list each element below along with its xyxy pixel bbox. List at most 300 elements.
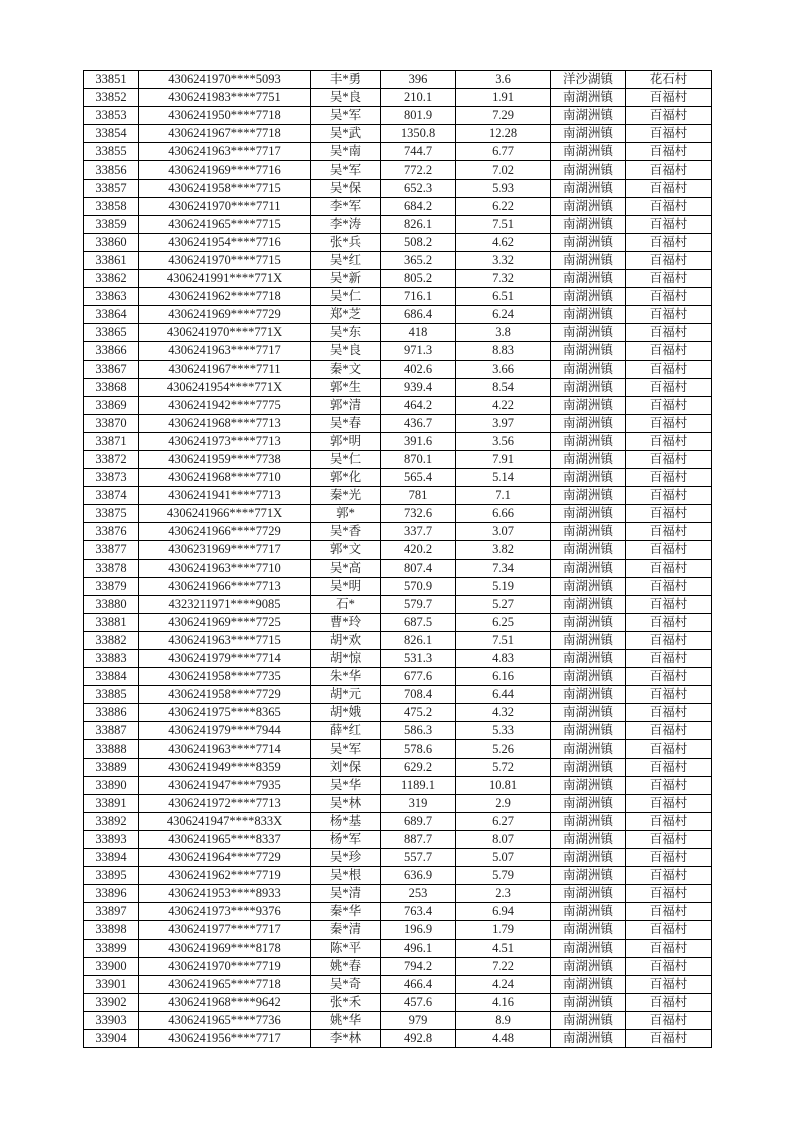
cell-name: 郭*文: [311, 541, 381, 559]
cell-town: 南湖洲镇: [551, 233, 626, 251]
cell-id-number: 4306241969****7725: [139, 613, 311, 631]
cell-town: 南湖洲镇: [551, 197, 626, 215]
cell-amount: 772.2: [381, 161, 456, 179]
table-row: [84, 686, 712, 704]
cell-value: 8.07: [456, 830, 551, 848]
cell-value: 1.79: [456, 921, 551, 939]
cell-town: 南湖洲镇: [551, 125, 626, 143]
cell-value: 4.62: [456, 233, 551, 251]
cell-amount: 365.2: [381, 251, 456, 269]
cell-serial-number: 33863: [84, 288, 139, 306]
cell-name: 胡*欢: [311, 631, 381, 649]
cell-id-number: 4306241947****7935: [139, 776, 311, 794]
table-row: [84, 631, 712, 649]
cell-village: 百福村: [626, 107, 712, 125]
cell-amount: 1189.1: [381, 776, 456, 794]
cell-village: 百福村: [626, 794, 712, 812]
cell-name: 吴*新: [311, 270, 381, 288]
cell-amount: 732.6: [381, 505, 456, 523]
cell-value: 7.34: [456, 559, 551, 577]
cell-amount: 418: [381, 324, 456, 342]
cell-id-number: 4306241954****7716: [139, 233, 311, 251]
cell-amount: 570.9: [381, 577, 456, 595]
table-row: [84, 396, 712, 414]
cell-village: 百福村: [626, 704, 712, 722]
cell-town: 南湖洲镇: [551, 324, 626, 342]
table-row: [84, 71, 712, 89]
cell-amount: 939.4: [381, 378, 456, 396]
cell-serial-number: 33871: [84, 432, 139, 450]
cell-serial-number: 33888: [84, 740, 139, 758]
cell-id-number: 4306241956****7717: [139, 1029, 311, 1047]
cell-value: 5.14: [456, 469, 551, 487]
cell-amount: 805.2: [381, 270, 456, 288]
cell-amount: 763.4: [381, 903, 456, 921]
cell-value: 4.83: [456, 650, 551, 668]
cell-village: 百福村: [626, 270, 712, 288]
cell-serial-number: 33894: [84, 849, 139, 867]
table-row: [84, 107, 712, 125]
cell-amount: 794.2: [381, 957, 456, 975]
table-row: [84, 450, 712, 468]
cell-town: 南湖洲镇: [551, 939, 626, 957]
cell-id-number: 4306241969****7716: [139, 161, 311, 179]
cell-amount: 253: [381, 885, 456, 903]
cell-serial-number: 33902: [84, 993, 139, 1011]
cell-id-number: 4306241965****7718: [139, 975, 311, 993]
cell-amount: 492.8: [381, 1029, 456, 1047]
cell-village: 百福村: [626, 885, 712, 903]
cell-name: 吴*清: [311, 885, 381, 903]
cell-town: 南湖洲镇: [551, 794, 626, 812]
cell-serial-number: 33851: [84, 71, 139, 89]
cell-name: 张*兵: [311, 233, 381, 251]
table-row: [84, 1011, 712, 1029]
cell-name: 郭*: [311, 505, 381, 523]
cell-serial-number: 33885: [84, 686, 139, 704]
cell-amount: 801.9: [381, 107, 456, 125]
cell-value: 4.24: [456, 975, 551, 993]
cell-value: 6.66: [456, 505, 551, 523]
cell-amount: 210.1: [381, 89, 456, 107]
cell-amount: 979: [381, 1011, 456, 1029]
cell-name: 朱*华: [311, 668, 381, 686]
cell-serial-number: 33852: [84, 89, 139, 107]
cell-serial-number: 33895: [84, 867, 139, 885]
cell-town: 南湖洲镇: [551, 270, 626, 288]
cell-town: 南湖洲镇: [551, 179, 626, 197]
cell-value: 3.66: [456, 360, 551, 378]
cell-name: 秦*华: [311, 903, 381, 921]
cell-value: 6.77: [456, 143, 551, 161]
cell-village: 百福村: [626, 1011, 712, 1029]
cell-name: 吴*仁: [311, 288, 381, 306]
cell-id-number: 4306241967****7711: [139, 360, 311, 378]
cell-id-number: 4306241941****7713: [139, 487, 311, 505]
table-row: [84, 342, 712, 360]
cell-value: 5.19: [456, 577, 551, 595]
cell-amount: 319: [381, 794, 456, 812]
cell-name: 胡*元: [311, 686, 381, 704]
table-row: [84, 559, 712, 577]
cell-village: 百福村: [626, 722, 712, 740]
cell-town: 南湖洲镇: [551, 89, 626, 107]
cell-village: 百福村: [626, 523, 712, 541]
table-row: [84, 306, 712, 324]
cell-serial-number: 33877: [84, 541, 139, 559]
cell-serial-number: 33900: [84, 957, 139, 975]
cell-id-number: 4323211971****9085: [139, 595, 311, 613]
cell-town: 南湖洲镇: [551, 559, 626, 577]
table-row: [84, 595, 712, 613]
cell-town: 南湖洲镇: [551, 432, 626, 450]
cell-town: 南湖洲镇: [551, 360, 626, 378]
table-row: [84, 957, 712, 975]
cell-id-number: 4306241970****7719: [139, 957, 311, 975]
table-row: [84, 378, 712, 396]
cell-serial-number: 33868: [84, 378, 139, 396]
cell-amount: 716.1: [381, 288, 456, 306]
cell-serial-number: 33892: [84, 812, 139, 830]
cell-id-number: 4306241977****7717: [139, 921, 311, 939]
cell-value: 5.26: [456, 740, 551, 758]
cell-name: 吴*军: [311, 107, 381, 125]
cell-town: 南湖洲镇: [551, 396, 626, 414]
cell-name: 吴*东: [311, 324, 381, 342]
cell-village: 百福村: [626, 233, 712, 251]
cell-serial-number: 33855: [84, 143, 139, 161]
cell-value: 6.51: [456, 288, 551, 306]
cell-village: 百福村: [626, 161, 712, 179]
cell-town: 南湖洲镇: [551, 686, 626, 704]
cell-serial-number: 33853: [84, 107, 139, 125]
cell-name: 吴*香: [311, 523, 381, 541]
cell-serial-number: 33860: [84, 233, 139, 251]
cell-amount: 464.2: [381, 396, 456, 414]
cell-name: 吴*红: [311, 251, 381, 269]
cell-village: 百福村: [626, 849, 712, 867]
cell-serial-number: 33901: [84, 975, 139, 993]
cell-name: 李*林: [311, 1029, 381, 1047]
cell-serial-number: 33903: [84, 1011, 139, 1029]
cell-town: 南湖洲镇: [551, 595, 626, 613]
cell-town: 南湖洲镇: [551, 885, 626, 903]
table-row: [84, 975, 712, 993]
cell-value: 7.02: [456, 161, 551, 179]
cell-name: 吴*武: [311, 125, 381, 143]
cell-serial-number: 33890: [84, 776, 139, 794]
cell-id-number: 4306241970****5093: [139, 71, 311, 89]
cell-village: 百福村: [626, 360, 712, 378]
cell-town: 南湖洲镇: [551, 903, 626, 921]
cell-id-number: 4306241972****7713: [139, 794, 311, 812]
cell-id-number: 4306241962****7719: [139, 867, 311, 885]
table-row: [84, 414, 712, 432]
cell-amount: 579.7: [381, 595, 456, 613]
cell-name: 吴*仁: [311, 450, 381, 468]
table-row: [84, 197, 712, 215]
cell-name: 陈*平: [311, 939, 381, 957]
cell-town: 南湖洲镇: [551, 487, 626, 505]
cell-id-number: 4306241979****7944: [139, 722, 311, 740]
cell-value: 4.16: [456, 993, 551, 1011]
cell-amount: 652.3: [381, 179, 456, 197]
cell-village: 百福村: [626, 396, 712, 414]
cell-value: 3.6: [456, 71, 551, 89]
cell-town: 南湖洲镇: [551, 378, 626, 396]
cell-id-number: 4306241965****7715: [139, 215, 311, 233]
cell-id-number: 4306231969****7717: [139, 541, 311, 559]
cell-amount: 531.3: [381, 650, 456, 668]
cell-amount: 687.5: [381, 613, 456, 631]
cell-id-number: 4306241959****7738: [139, 450, 311, 468]
cell-id-number: 4306241950****7718: [139, 107, 311, 125]
cell-town: 南湖洲镇: [551, 975, 626, 993]
cell-value: 6.94: [456, 903, 551, 921]
cell-village: 百福村: [626, 143, 712, 161]
table-row: [84, 849, 712, 867]
table-row: [84, 523, 712, 541]
cell-amount: 496.1: [381, 939, 456, 957]
cell-serial-number: 33879: [84, 577, 139, 595]
cell-village: 百福村: [626, 432, 712, 450]
cell-serial-number: 33861: [84, 251, 139, 269]
cell-id-number: 4306241963****7717: [139, 143, 311, 161]
cell-name: 郭*生: [311, 378, 381, 396]
cell-id-number: 4306241973****7713: [139, 432, 311, 450]
cell-village: 百福村: [626, 740, 712, 758]
cell-amount: 781: [381, 487, 456, 505]
cell-amount: 629.2: [381, 758, 456, 776]
cell-id-number: 4306241970****771X: [139, 324, 311, 342]
cell-name: 吴*良: [311, 342, 381, 360]
cell-serial-number: 33869: [84, 396, 139, 414]
cell-value: 7.51: [456, 215, 551, 233]
cell-town: 南湖洲镇: [551, 107, 626, 125]
cell-value: 6.44: [456, 686, 551, 704]
cell-town: 南湖洲镇: [551, 450, 626, 468]
table-row: [84, 939, 712, 957]
cell-value: 3.8: [456, 324, 551, 342]
cell-village: 百福村: [626, 251, 712, 269]
cell-serial-number: 33867: [84, 360, 139, 378]
table-row: [84, 251, 712, 269]
table-row: [84, 179, 712, 197]
table-row: [84, 487, 712, 505]
cell-id-number: 4306241947****833X: [139, 812, 311, 830]
cell-village: 百福村: [626, 830, 712, 848]
table-row: [84, 776, 712, 794]
table-row: [84, 215, 712, 233]
cell-village: 百福村: [626, 975, 712, 993]
cell-id-number: 4306241969****8178: [139, 939, 311, 957]
cell-name: 吴*南: [311, 143, 381, 161]
table-row: [84, 577, 712, 595]
cell-village: 百福村: [626, 125, 712, 143]
cell-serial-number: 33858: [84, 197, 139, 215]
cell-value: 8.54: [456, 378, 551, 396]
cell-name: 曹*玲: [311, 613, 381, 631]
cell-value: 4.51: [456, 939, 551, 957]
cell-serial-number: 33866: [84, 342, 139, 360]
cell-id-number: 4306241966****7713: [139, 577, 311, 595]
table-body: [84, 71, 712, 1048]
cell-serial-number: 33904: [84, 1029, 139, 1047]
cell-id-number: 4306241958****7715: [139, 179, 311, 197]
table-row: [84, 143, 712, 161]
cell-value: 4.48: [456, 1029, 551, 1047]
cell-value: 6.25: [456, 613, 551, 631]
cell-village: 百福村: [626, 306, 712, 324]
cell-town: 南湖洲镇: [551, 1011, 626, 1029]
cell-village: 百福村: [626, 812, 712, 830]
records-table: [83, 70, 712, 1048]
cell-amount: 887.7: [381, 830, 456, 848]
cell-name: 吴*根: [311, 867, 381, 885]
cell-serial-number: 33874: [84, 487, 139, 505]
cell-serial-number: 33891: [84, 794, 139, 812]
cell-value: 2.3: [456, 885, 551, 903]
cell-village: 百福村: [626, 577, 712, 595]
cell-value: 7.1: [456, 487, 551, 505]
table-row: [84, 270, 712, 288]
cell-id-number: 4306241968****9642: [139, 993, 311, 1011]
cell-village: 百福村: [626, 215, 712, 233]
cell-name: 姚*春: [311, 957, 381, 975]
cell-amount: 396: [381, 71, 456, 89]
cell-name: 吴*保: [311, 179, 381, 197]
cell-village: 百福村: [626, 867, 712, 885]
cell-town: 南湖洲镇: [551, 541, 626, 559]
cell-name: 胡*惊: [311, 650, 381, 668]
cell-value: 6.24: [456, 306, 551, 324]
cell-town: 南湖洲镇: [551, 758, 626, 776]
cell-name: 吴*林: [311, 794, 381, 812]
cell-village: 百福村: [626, 903, 712, 921]
cell-town: 南湖洲镇: [551, 288, 626, 306]
cell-village: 百福村: [626, 541, 712, 559]
cell-name: 杨*军: [311, 830, 381, 848]
cell-value: 2.9: [456, 794, 551, 812]
cell-value: 3.32: [456, 251, 551, 269]
cell-serial-number: 33862: [84, 270, 139, 288]
cell-town: 洋沙湖镇: [551, 71, 626, 89]
cell-id-number: 4306241965****7736: [139, 1011, 311, 1029]
cell-amount: 557.7: [381, 849, 456, 867]
cell-amount: 971.3: [381, 342, 456, 360]
cell-id-number: 4306241942****7775: [139, 396, 311, 414]
cell-name: 吴*华: [311, 776, 381, 794]
cell-value: 5.93: [456, 179, 551, 197]
cell-value: 12.28: [456, 125, 551, 143]
cell-village: 百福村: [626, 595, 712, 613]
cell-id-number: 4306241967****7718: [139, 125, 311, 143]
table-row: [84, 885, 712, 903]
cell-value: 3.56: [456, 432, 551, 450]
cell-name: 刘*保: [311, 758, 381, 776]
cell-name: 丰*勇: [311, 71, 381, 89]
cell-value: 10.81: [456, 776, 551, 794]
cell-serial-number: 33880: [84, 595, 139, 613]
cell-town: 南湖洲镇: [551, 215, 626, 233]
cell-town: 南湖洲镇: [551, 849, 626, 867]
cell-serial-number: 33875: [84, 505, 139, 523]
cell-value: 7.22: [456, 957, 551, 975]
cell-serial-number: 33864: [84, 306, 139, 324]
cell-value: 6.16: [456, 668, 551, 686]
table-row: [84, 125, 712, 143]
cell-village: 百福村: [626, 197, 712, 215]
table-row: [84, 740, 712, 758]
cell-id-number: 4306241966****771X: [139, 505, 311, 523]
cell-serial-number: 33876: [84, 523, 139, 541]
cell-amount: 1350.8: [381, 125, 456, 143]
cell-value: 5.33: [456, 722, 551, 740]
cell-id-number: 4306241970****7711: [139, 197, 311, 215]
cell-serial-number: 33878: [84, 559, 139, 577]
cell-amount: 689.7: [381, 812, 456, 830]
cell-town: 南湖洲镇: [551, 306, 626, 324]
table-row: [84, 993, 712, 1011]
cell-village: 百福村: [626, 414, 712, 432]
cell-serial-number: 33882: [84, 631, 139, 649]
cell-serial-number: 33899: [84, 939, 139, 957]
cell-village: 百福村: [626, 378, 712, 396]
cell-town: 南湖洲镇: [551, 830, 626, 848]
cell-serial-number: 33873: [84, 469, 139, 487]
cell-town: 南湖洲镇: [551, 251, 626, 269]
table-row: [84, 704, 712, 722]
cell-village: 百福村: [626, 179, 712, 197]
cell-town: 南湖洲镇: [551, 1029, 626, 1047]
table-row: [84, 432, 712, 450]
cell-village: 百福村: [626, 505, 712, 523]
cell-id-number: 4306241953****8933: [139, 885, 311, 903]
cell-serial-number: 33893: [84, 830, 139, 848]
cell-name: 秦*文: [311, 360, 381, 378]
cell-name: 郭*明: [311, 432, 381, 450]
cell-town: 南湖洲镇: [551, 577, 626, 595]
cell-value: 4.32: [456, 704, 551, 722]
cell-serial-number: 33887: [84, 722, 139, 740]
cell-amount: 684.2: [381, 197, 456, 215]
cell-id-number: 4306241963****7714: [139, 740, 311, 758]
table-row: [84, 1029, 712, 1047]
cell-village: 百福村: [626, 758, 712, 776]
cell-village: 百福村: [626, 650, 712, 668]
cell-village: 百福村: [626, 89, 712, 107]
cell-town: 南湖洲镇: [551, 921, 626, 939]
cell-village: 百福村: [626, 939, 712, 957]
cell-town: 南湖洲镇: [551, 776, 626, 794]
cell-village: 百福村: [626, 1029, 712, 1047]
cell-value: 7.51: [456, 631, 551, 649]
cell-village: 百福村: [626, 957, 712, 975]
cell-id-number: 4306241958****7735: [139, 668, 311, 686]
cell-amount: 807.4: [381, 559, 456, 577]
cell-value: 5.79: [456, 867, 551, 885]
cell-village: 百福村: [626, 342, 712, 360]
cell-id-number: 4306241975****8365: [139, 704, 311, 722]
cell-value: 4.22: [456, 396, 551, 414]
cell-id-number: 4306241963****7717: [139, 342, 311, 360]
cell-village: 百福村: [626, 559, 712, 577]
cell-serial-number: 33881: [84, 613, 139, 631]
cell-village: 百福村: [626, 993, 712, 1011]
table-row: [84, 505, 712, 523]
cell-id-number: 4306241969****7729: [139, 306, 311, 324]
table-row: [84, 613, 712, 631]
